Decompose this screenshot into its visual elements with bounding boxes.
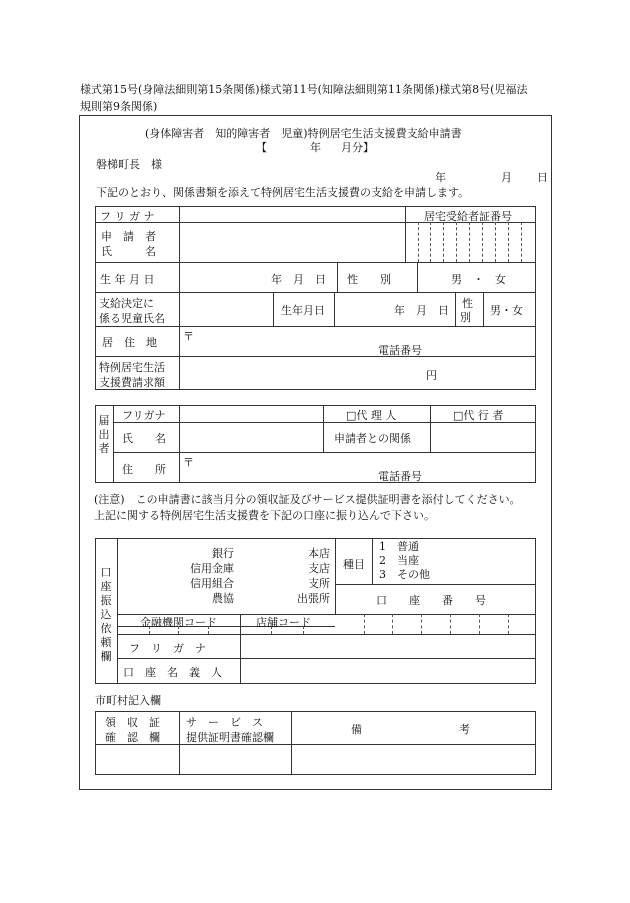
branch-code-label: 店舗コード: [256, 616, 311, 629]
branch-type: 支店: [308, 562, 330, 575]
child-sex-label-2: 別: [460, 311, 471, 324]
holder-name-label: 口 座 名 義 人: [123, 666, 222, 679]
holder-name-field[interactable]: [243, 660, 533, 682]
form-style-number: 様式第15号(身障法細則第15条関係)様式第11号(知障法細則第11条関係)様式第8号(児福法: [80, 83, 528, 96]
service-check-label-2: 提供証明書確認欄: [186, 731, 274, 744]
child-name-field[interactable]: [182, 294, 271, 324]
yen-label: 円: [426, 369, 437, 382]
date-year: 年: [435, 171, 446, 184]
period-month: 月分】: [341, 141, 374, 154]
notifier-name-field[interactable]: [182, 424, 320, 450]
child-name-label-1: 支給決定に: [99, 297, 154, 310]
notifier-side-label: 届出者: [98, 414, 110, 455]
municipal-title: 市町村記入欄: [95, 694, 161, 707]
notifier-postal-mark: 〒: [183, 456, 194, 469]
relation-label: 申請者との関係: [334, 432, 411, 445]
applicant-label-2: 氏 名: [101, 245, 156, 258]
notifier-furigana-field[interactable]: [182, 407, 320, 420]
notifier-address-label: 住 所: [122, 463, 166, 476]
remarks-label-2: 考: [459, 723, 470, 736]
service-check-label-1: サ ー ビ ス: [186, 716, 263, 729]
account-kind-option: 1 普通: [379, 540, 419, 553]
institution-types[interactable]: [150, 546, 234, 606]
account-kind-options[interactable]: [379, 540, 430, 582]
form-title: (身体障害者 知的障害者 児童)特例居宅生活支援費支給申請書: [145, 127, 462, 140]
account-kind-option: 3 その他: [379, 568, 430, 581]
holder-furigana-label: フ リ ガ ナ: [129, 642, 206, 655]
claim-label-2: 支援費請求額: [99, 376, 165, 389]
notice-line-1: (注意) この申請書に該当月分の領収証及びサービス提供証明書を添付してください。: [94, 493, 521, 506]
institution-type: 銀行: [212, 547, 234, 560]
notifier-name-label: 氏 名: [122, 432, 166, 445]
notifier-phone-label: 電話番号: [378, 470, 422, 483]
postal-mark: 〒: [183, 330, 194, 343]
remarks-label-1: 備: [351, 723, 362, 736]
child-birthdate-label: 生年月日: [281, 304, 325, 317]
cert-number-field[interactable]: [407, 224, 534, 260]
furigana-field[interactable]: [182, 207, 402, 221]
phone-label: 電話番号: [378, 344, 422, 357]
receipt-check-label-1: 領 収 証: [105, 716, 160, 729]
receipt-check-field[interactable]: [97, 746, 177, 773]
proxy-checkbox[interactable]: □代 行 者: [453, 409, 504, 422]
form-style-number-cont: 規則第9条関係): [80, 100, 158, 113]
agent-checkbox[interactable]: □代 理 人: [346, 409, 397, 422]
addressee: 磐梯町長 様: [96, 158, 162, 171]
child-birthdate-ymd[interactable]: 年 月 日: [394, 304, 449, 317]
branch-type: 本店: [308, 547, 330, 560]
cert-number-label: 居宅受給者証番号: [424, 210, 512, 223]
birthdate-label: 生 年 月 日: [100, 273, 155, 286]
service-check-field[interactable]: [181, 746, 289, 773]
applicant-name-field[interactable]: [182, 224, 402, 260]
claim-amount-field[interactable]: [182, 358, 422, 388]
holder-furigana-field[interactable]: [243, 636, 533, 656]
branch-type: 支所: [308, 577, 330, 590]
account-number-field[interactable]: [336, 615, 535, 633]
institution-type: 信用金庫: [190, 562, 234, 575]
birthdate-ymd[interactable]: 年 月 日: [271, 273, 326, 286]
address-label: 居 住 地: [102, 336, 157, 349]
furigana-label: フ リ ガ ナ: [100, 210, 155, 223]
institution-type: 農協: [212, 592, 234, 605]
branch-types[interactable]: [274, 546, 330, 606]
notice-line-2: 上記に関する特例居宅生活支援費を下記の口座に振り込んで下さい。: [94, 509, 435, 522]
date-month: 月: [501, 171, 512, 184]
sex-label: 性 別: [347, 273, 391, 286]
applicant-label-1: 申 請 者: [101, 230, 156, 243]
sex-options[interactable]: 男 ・ 女: [451, 273, 506, 286]
account-kind-option: 2 当座: [379, 554, 419, 567]
notifier-address-field[interactable]: [196, 454, 532, 480]
receipt-check-label-2: 確 認 欄: [105, 731, 160, 744]
branch-type: 出張所: [297, 592, 330, 605]
account-kind-label: 種目: [343, 558, 365, 571]
account-number-label: 口 座 番 号: [376, 594, 486, 607]
intro-text: 下記のとおり、関係書類を添えて特例居宅生活支援費の支給を申請します。: [96, 186, 470, 199]
period-year: 年: [310, 141, 321, 154]
notifier-furigana-label: フリガナ: [122, 409, 166, 422]
institution-type: 信用組合: [190, 577, 234, 590]
child-sex-options[interactable]: 男・女: [490, 304, 523, 317]
child-name-label-2: 係る児童氏名: [99, 312, 165, 325]
relation-field[interactable]: [433, 424, 533, 450]
child-sex-label-1: 性: [462, 297, 473, 310]
remarks-field[interactable]: [293, 713, 534, 773]
address-field[interactable]: [196, 328, 532, 354]
bank-side-label: 口座振込依頼欄: [100, 566, 112, 663]
institution-code-label: 金融機関コード: [140, 616, 217, 629]
claim-label-1: 特例居宅生活: [99, 361, 165, 374]
date-day: 日: [537, 171, 548, 184]
period-open: 【: [256, 141, 267, 154]
